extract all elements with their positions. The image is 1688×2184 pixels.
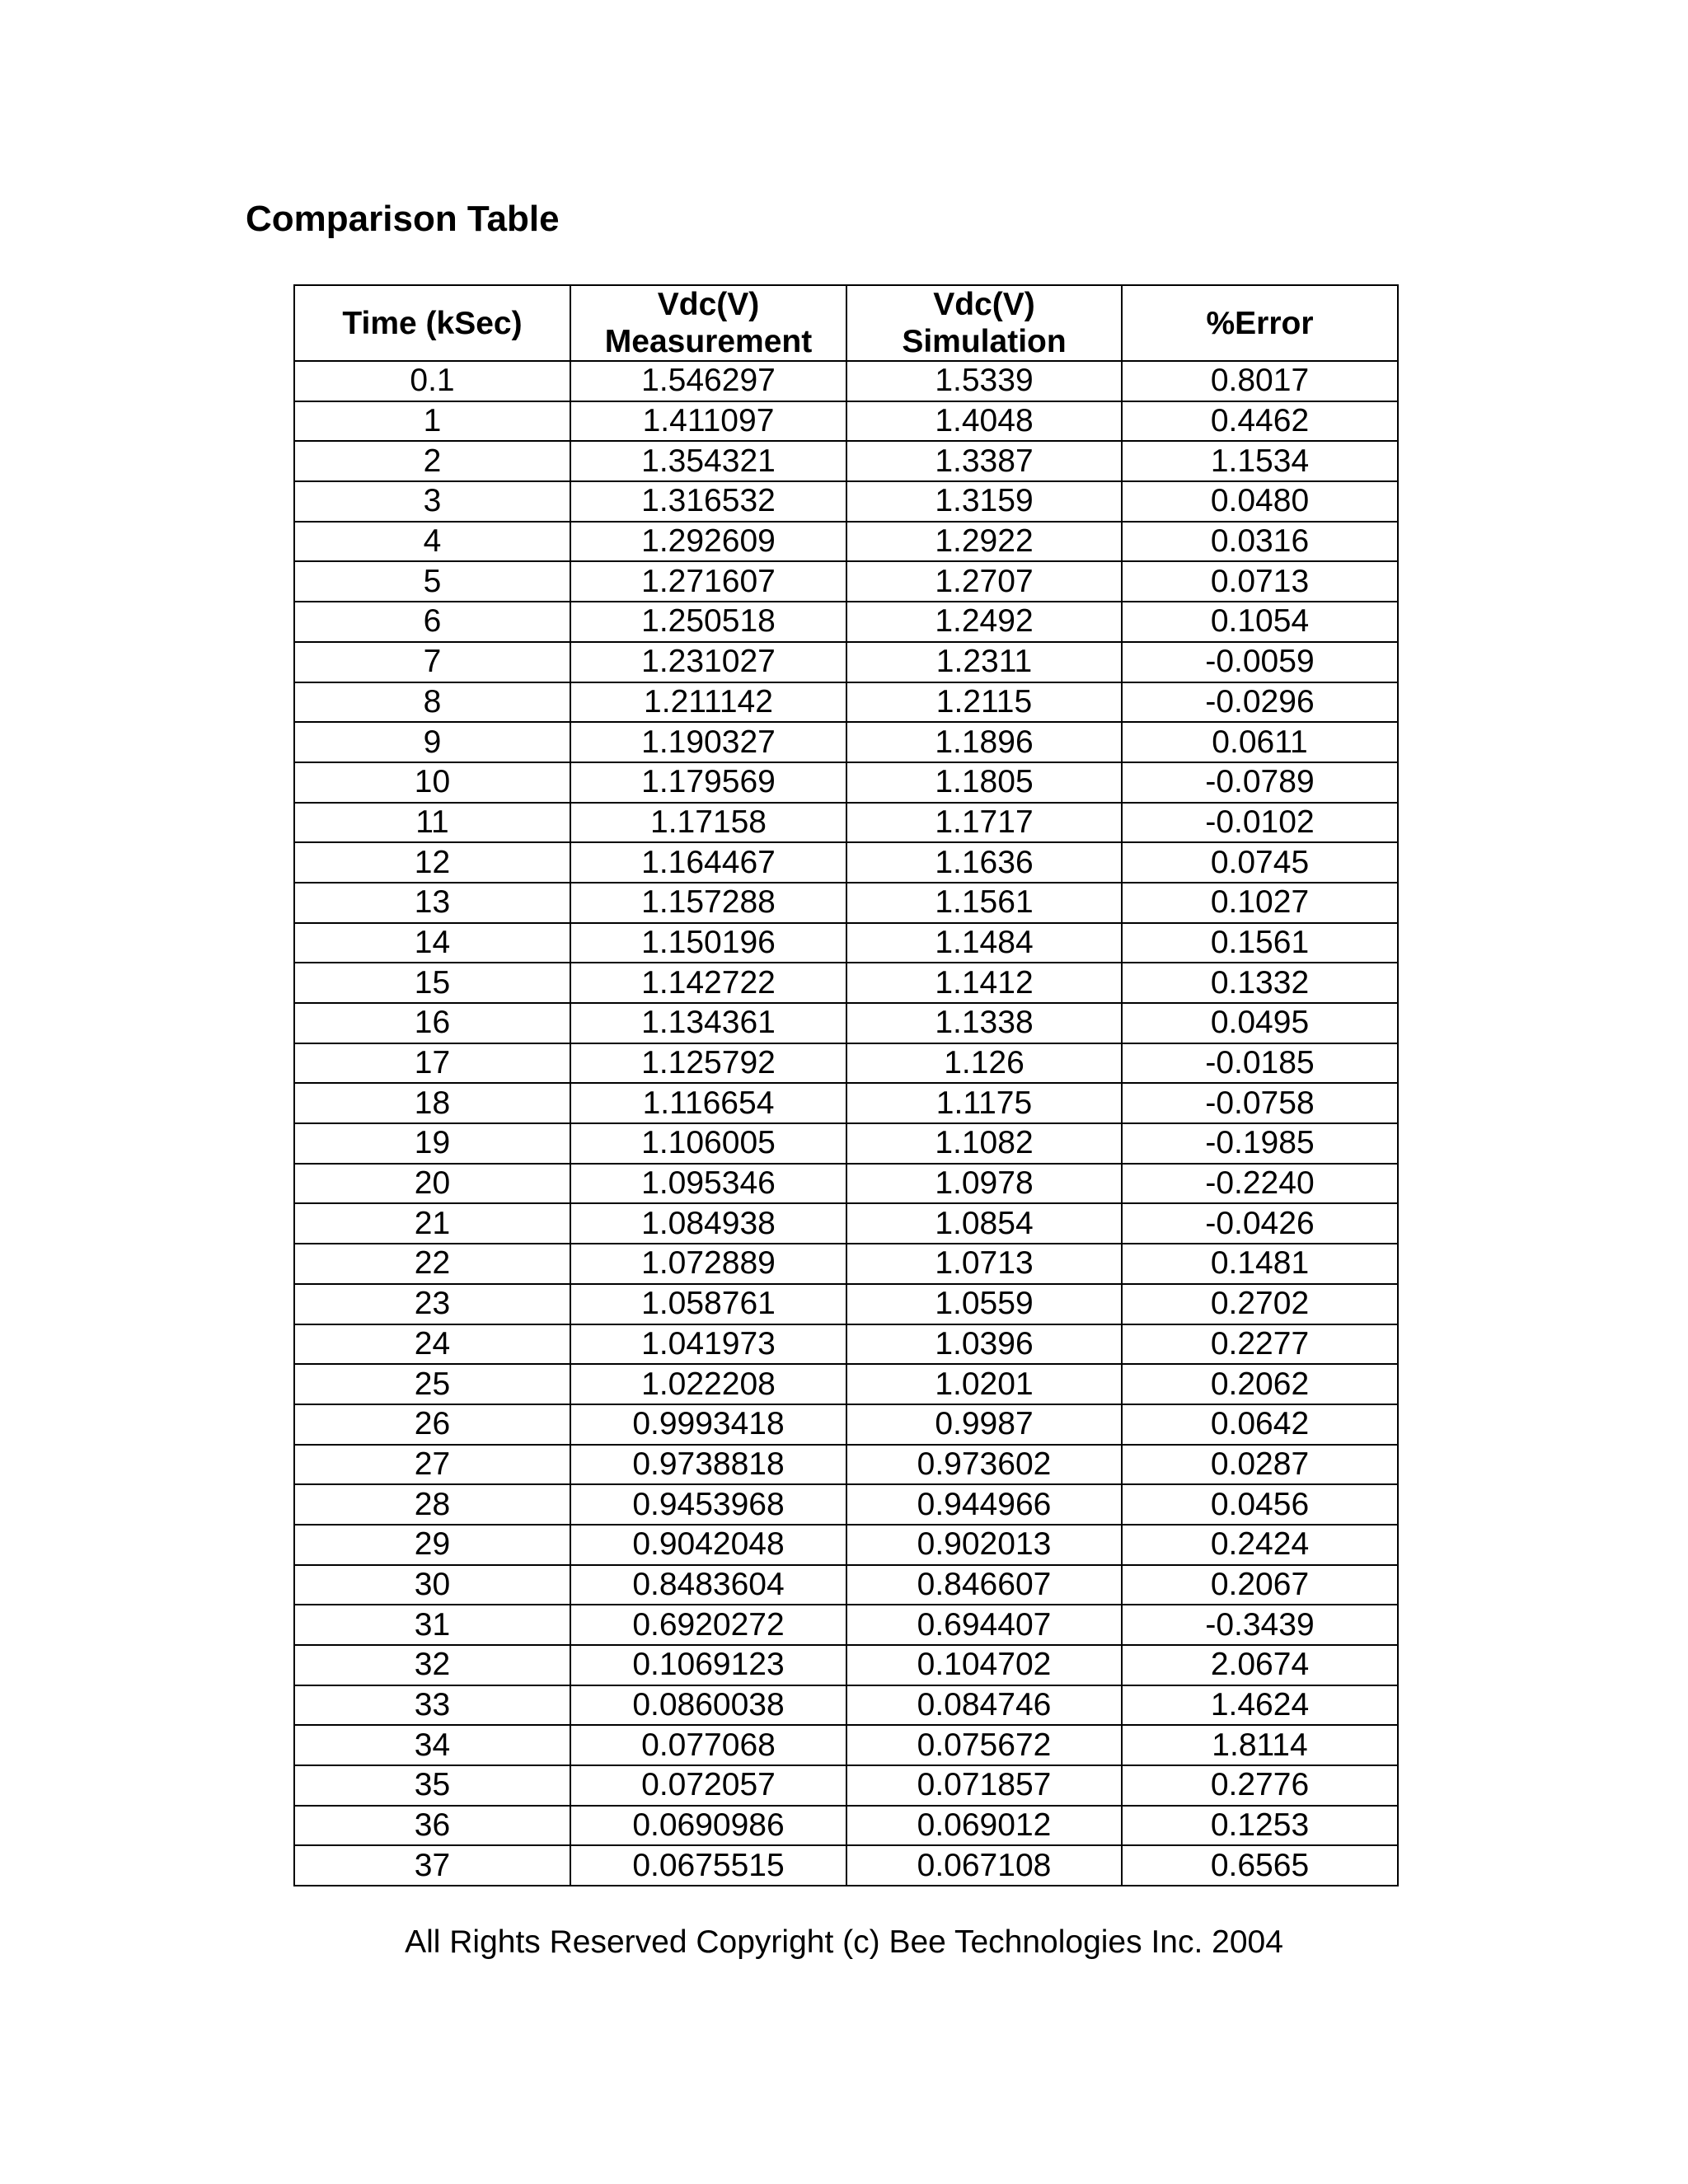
cell-measurement: 0.9453968: [570, 1484, 846, 1525]
cell-simulation: 0.075672: [846, 1725, 1122, 1765]
cell-error: 0.0480: [1122, 481, 1398, 522]
cell-simulation: 0.973602: [846, 1445, 1122, 1485]
cell-error: -0.1985: [1122, 1123, 1398, 1164]
copyright-footer: All Rights Reserved Copyright (c) Bee Technologies Inc. 2004: [405, 1924, 1283, 1960]
cell-error: -0.2240: [1122, 1164, 1398, 1204]
cell-error: 0.2067: [1122, 1565, 1398, 1605]
cell-error: -0.3439: [1122, 1605, 1398, 1645]
cell-time: 5: [294, 561, 570, 602]
table-row: [294, 682, 1398, 723]
cell-measurement: 0.072057: [570, 1765, 846, 1806]
cell-measurement: 1.058761: [570, 1284, 846, 1324]
cell-error: 0.2776: [1122, 1765, 1398, 1806]
cell-measurement: 0.077068: [570, 1725, 846, 1765]
cell-measurement: 1.095346: [570, 1164, 846, 1204]
cell-measurement: 1.125792: [570, 1043, 846, 1084]
cell-measurement: 1.041973: [570, 1324, 846, 1365]
cell-error: 0.0745: [1122, 842, 1398, 883]
cell-error: -0.0758: [1122, 1083, 1398, 1123]
cell-simulation: 1.126: [846, 1043, 1122, 1084]
table-row: [294, 1765, 1398, 1806]
cell-simulation: 0.104702: [846, 1645, 1122, 1685]
cell-time: 2: [294, 441, 570, 481]
cell-simulation: 1.1338: [846, 1003, 1122, 1043]
cell-time: 22: [294, 1244, 570, 1284]
table-row: [294, 762, 1398, 803]
cell-simulation: 1.2922: [846, 522, 1122, 562]
cell-error: 0.2062: [1122, 1364, 1398, 1404]
cell-measurement: 0.0860038: [570, 1685, 846, 1726]
cell-time: 21: [294, 1203, 570, 1244]
cell-simulation: 0.084746: [846, 1685, 1122, 1726]
cell-simulation: 1.3387: [846, 441, 1122, 481]
table-row: [294, 1284, 1398, 1324]
cell-measurement: 0.6920272: [570, 1605, 846, 1645]
cell-simulation: 1.0396: [846, 1324, 1122, 1365]
cell-simulation: 1.1082: [846, 1123, 1122, 1164]
table-row: [294, 883, 1398, 923]
cell-measurement: 1.179569: [570, 762, 846, 803]
cell-simulation: 0.067108: [846, 1845, 1122, 1886]
cell-time: 7: [294, 642, 570, 682]
cell-error: 1.1534: [1122, 441, 1398, 481]
cell-measurement: 1.231027: [570, 642, 846, 682]
table-row: [294, 1725, 1398, 1765]
cell-time: 28: [294, 1484, 570, 1525]
table-row: [294, 602, 1398, 642]
cell-measurement: 1.17158: [570, 803, 846, 843]
cell-simulation: 1.1484: [846, 923, 1122, 963]
table-row: [294, 1364, 1398, 1404]
cell-error: 0.1027: [1122, 883, 1398, 923]
cell-measurement: 1.271607: [570, 561, 846, 602]
cell-time: 12: [294, 842, 570, 883]
table-row: [294, 842, 1398, 883]
table-row: [294, 1043, 1398, 1084]
cell-simulation: 0.944966: [846, 1484, 1122, 1525]
cell-time: 17: [294, 1043, 570, 1084]
table-header-row: [294, 285, 1398, 361]
cell-time: 14: [294, 923, 570, 963]
cell-time: 24: [294, 1324, 570, 1365]
cell-simulation: 1.1561: [846, 883, 1122, 923]
header-time-label: Time (kSec): [342, 305, 523, 341]
cell-time: 10: [294, 762, 570, 803]
cell-measurement: 1.134361: [570, 1003, 846, 1043]
cell-error: 0.2424: [1122, 1525, 1398, 1565]
cell-measurement: 1.211142: [570, 682, 846, 723]
cell-error: -0.0296: [1122, 682, 1398, 723]
cell-measurement: 0.9738818: [570, 1445, 846, 1485]
cell-error: -0.0789: [1122, 762, 1398, 803]
table-row: [294, 522, 1398, 562]
table-row: [294, 561, 1398, 602]
table-row: [294, 361, 1398, 401]
cell-error: -0.0102: [1122, 803, 1398, 843]
cell-time: 26: [294, 1404, 570, 1445]
cell-error: -0.0426: [1122, 1203, 1398, 1244]
cell-measurement: 1.354321: [570, 441, 846, 481]
cell-measurement: 1.072889: [570, 1244, 846, 1284]
table-row: [294, 1685, 1398, 1726]
cell-measurement: 1.150196: [570, 923, 846, 963]
cell-measurement: 1.157288: [570, 883, 846, 923]
table-row: [294, 1003, 1398, 1043]
cell-error: 0.4462: [1122, 401, 1398, 442]
table-row: [294, 1083, 1398, 1123]
cell-measurement: 1.084938: [570, 1203, 846, 1244]
table-row: [294, 1324, 1398, 1365]
cell-time: 34: [294, 1725, 570, 1765]
cell-error: 0.0287: [1122, 1445, 1398, 1485]
cell-simulation: 1.0713: [846, 1244, 1122, 1284]
cell-simulation: 1.1412: [846, 963, 1122, 1003]
cell-measurement: 1.116654: [570, 1083, 846, 1123]
table-row: [294, 1806, 1398, 1846]
cell-simulation: 1.1717: [846, 803, 1122, 843]
cell-measurement: 1.546297: [570, 361, 846, 401]
cell-simulation: 0.846607: [846, 1565, 1122, 1605]
cell-error: 0.0316: [1122, 522, 1398, 562]
table-row: [294, 1484, 1398, 1525]
cell-time: 4: [294, 522, 570, 562]
cell-error: -0.0185: [1122, 1043, 1398, 1084]
cell-simulation: 1.2115: [846, 682, 1122, 723]
cell-simulation: 1.2707: [846, 561, 1122, 602]
header-error: [1122, 285, 1398, 361]
cell-error: 0.0642: [1122, 1404, 1398, 1445]
table-row: [294, 441, 1398, 481]
cell-simulation: 1.1805: [846, 762, 1122, 803]
cell-simulation: 1.5339: [846, 361, 1122, 401]
table-row: [294, 481, 1398, 522]
cell-simulation: 1.0854: [846, 1203, 1122, 1244]
table-row: [294, 1203, 1398, 1244]
cell-time: 16: [294, 1003, 570, 1043]
cell-time: 37: [294, 1845, 570, 1886]
header-measurement-line2: Measurement: [604, 324, 813, 359]
table-row: [294, 1565, 1398, 1605]
header-measurement: [570, 285, 846, 361]
cell-measurement: 0.9042048: [570, 1525, 846, 1565]
cell-measurement: 0.8483604: [570, 1565, 846, 1605]
header-time: [294, 285, 570, 361]
cell-simulation: 1.1636: [846, 842, 1122, 883]
table-row: [294, 1605, 1398, 1645]
cell-measurement: 1.292609: [570, 522, 846, 562]
cell-measurement: 1.316532: [570, 481, 846, 522]
cell-error: 0.0495: [1122, 1003, 1398, 1043]
cell-error: 0.1481: [1122, 1244, 1398, 1284]
comparison-table: [293, 284, 1399, 1886]
cell-measurement: 1.164467: [570, 842, 846, 883]
table-row: [294, 803, 1398, 843]
cell-error: 0.1054: [1122, 602, 1398, 642]
cell-time: 33: [294, 1685, 570, 1726]
cell-time: 9: [294, 722, 570, 762]
cell-time: 8: [294, 682, 570, 723]
table-row: [294, 1164, 1398, 1204]
header-simulation: [846, 285, 1122, 361]
cell-error: 0.1332: [1122, 963, 1398, 1003]
cell-simulation: 0.9987: [846, 1404, 1122, 1445]
cell-measurement: 1.142722: [570, 963, 846, 1003]
cell-time: 11: [294, 803, 570, 843]
cell-simulation: 1.4048: [846, 401, 1122, 442]
cell-measurement: 1.106005: [570, 1123, 846, 1164]
cell-error: -0.0059: [1122, 642, 1398, 682]
cell-time: 19: [294, 1123, 570, 1164]
table-row: [294, 401, 1398, 442]
header-error-label: %Error: [1206, 305, 1314, 341]
cell-measurement: 1.022208: [570, 1364, 846, 1404]
cell-error: 0.1561: [1122, 923, 1398, 963]
cell-error: 0.8017: [1122, 361, 1398, 401]
table-row: [294, 1445, 1398, 1485]
cell-time: 6: [294, 602, 570, 642]
cell-time: 3: [294, 481, 570, 522]
cell-time: 25: [294, 1364, 570, 1404]
cell-measurement: 0.0675515: [570, 1845, 846, 1886]
cell-error: 1.8114: [1122, 1725, 1398, 1765]
cell-error: 1.4624: [1122, 1685, 1398, 1726]
cell-simulation: 0.902013: [846, 1525, 1122, 1565]
cell-simulation: 0.694407: [846, 1605, 1122, 1645]
cell-simulation: 1.2492: [846, 602, 1122, 642]
table-body: [294, 361, 1398, 1886]
table-row: [294, 1123, 1398, 1164]
table-row: [294, 1525, 1398, 1565]
cell-error: 0.0713: [1122, 561, 1398, 602]
cell-simulation: 1.0978: [846, 1164, 1122, 1204]
cell-simulation: 1.1896: [846, 722, 1122, 762]
table-row: [294, 642, 1398, 682]
cell-time: 29: [294, 1525, 570, 1565]
cell-measurement: 1.190327: [570, 722, 846, 762]
header-simulation-line2: Simulation: [902, 324, 1067, 359]
cell-measurement: 0.0690986: [570, 1806, 846, 1846]
cell-error: 0.2702: [1122, 1284, 1398, 1324]
cell-time: 1: [294, 401, 570, 442]
cell-error: 0.2277: [1122, 1324, 1398, 1365]
cell-time: 20: [294, 1164, 570, 1204]
table-row: [294, 1645, 1398, 1685]
table-row: [294, 963, 1398, 1003]
cell-time: 18: [294, 1083, 570, 1123]
cell-simulation: 0.071857: [846, 1765, 1122, 1806]
table-row: [294, 1404, 1398, 1445]
cell-time: 32: [294, 1645, 570, 1685]
cell-time: 30: [294, 1565, 570, 1605]
cell-measurement: 1.411097: [570, 401, 846, 442]
page-title: Comparison Table: [246, 199, 560, 239]
cell-simulation: 1.2311: [846, 642, 1122, 682]
cell-time: 15: [294, 963, 570, 1003]
cell-error: 0.0611: [1122, 722, 1398, 762]
cell-simulation: 0.069012: [846, 1806, 1122, 1846]
header-measurement-line1: Vdc(V): [657, 287, 760, 322]
cell-simulation: 1.1175: [846, 1083, 1122, 1123]
header-simulation-line1: Vdc(V): [933, 287, 1035, 322]
table-row: [294, 1845, 1398, 1886]
table-row: [294, 1244, 1398, 1284]
cell-error: 0.6565: [1122, 1845, 1398, 1886]
cell-time: 27: [294, 1445, 570, 1485]
cell-simulation: 1.3159: [846, 481, 1122, 522]
cell-time: 0.1: [294, 361, 570, 401]
cell-error: 0.0456: [1122, 1484, 1398, 1525]
table-row: [294, 923, 1398, 963]
cell-error: 0.1253: [1122, 1806, 1398, 1846]
cell-measurement: 0.9993418: [570, 1404, 846, 1445]
cell-error: 2.0674: [1122, 1645, 1398, 1685]
cell-measurement: 1.250518: [570, 602, 846, 642]
cell-simulation: 1.0559: [846, 1284, 1122, 1324]
cell-time: 13: [294, 883, 570, 923]
cell-time: 23: [294, 1284, 570, 1324]
cell-time: 36: [294, 1806, 570, 1846]
cell-simulation: 1.0201: [846, 1364, 1122, 1404]
cell-time: 31: [294, 1605, 570, 1645]
table-row: [294, 722, 1398, 762]
cell-time: 35: [294, 1765, 570, 1806]
cell-measurement: 0.1069123: [570, 1645, 846, 1685]
